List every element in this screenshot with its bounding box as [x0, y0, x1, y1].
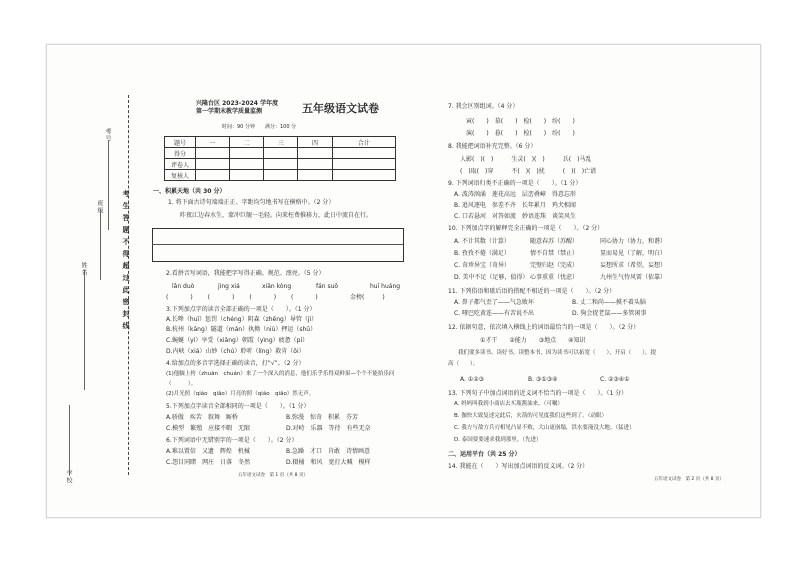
q8: 8. 我能把词语补充完整。（6 分） [448, 143, 537, 150]
q6-option-b[interactable]: B.急躁 才口 肯敢 诗情画意 [286, 448, 371, 455]
q4-item-1[interactable]: (1)他腼上挎（zhuān chuán）来了一个深入的消息，他们乐乎乐得双鲜果—个个不能拾乐问 [166, 371, 395, 377]
q6: 6.下列词语中无错别字的一项是（ ）。（2 分） [166, 437, 298, 444]
q10-b-3: 显而易见（了解，明白） [600, 250, 667, 257]
label-name: 姓名 [80, 262, 87, 276]
seal-notice: 考生答题不得超过此密封线 [122, 190, 130, 334]
score-table [164, 136, 396, 181]
writing-grid-midline [152, 244, 403, 245]
q4: 4.给加点的多音字选择正确的读音，打“√”。（2 分） [166, 360, 305, 367]
q7-row-2[interactable]: 演( ) 暮( ) 检( ) 纷( ) [466, 130, 575, 137]
row-label: 得分 [165, 148, 196, 159]
col-header: 三 [264, 137, 298, 148]
q3-option-d[interactable]: D.内峡（xiá）山妙（chú）聆听（líng）救肯（ōi） [166, 348, 305, 355]
class-line [100, 210, 101, 280]
q2-pinyin-1: lǎn duò [172, 283, 195, 290]
q1-poem: 昨夜江边春水生，蒙冲巨舰一毛轻。向来枉费推移力，此日中流自在行。 [180, 212, 373, 219]
school-line [69, 405, 70, 475]
q11-option-d[interactable]: D. 狗会捉老鼠——多管闲事 [572, 310, 647, 317]
q9-option-a[interactable]: A. 波涛汹涌 莲花高远 层峦叠嶂 得意忘形 [454, 191, 576, 198]
q10-c-2: 完璧归赵（完成） [530, 262, 579, 269]
header-district: 兴隆台区 2023-2024 学年度 [196, 100, 279, 107]
q9-option-c[interactable]: C. 口若悬河 对答如流 妙语连珠 谈笑风生 [454, 213, 577, 220]
q4-item-2[interactable]: (2)月光照（qiáo qiǎo）月亮的照（qiáo qiǎo）然无声。 [166, 391, 315, 397]
exam-number-line [108, 140, 109, 230]
page-title: 五年级语文试卷 [302, 102, 379, 115]
q2-pinyin-3: xiǎn kòng [262, 283, 292, 290]
q5: 5.下列加点字读音全部相同的一项是（ ）。（1 分） [166, 403, 310, 410]
q13-option-d[interactable]: D. 泰国要要速求我到那里。（先进） [454, 437, 542, 443]
q10-a-1[interactable]: A. 不计其数（计算） [454, 238, 510, 245]
q8-row-1[interactable]: 人影( )( ) 生灵( )( ) 兵( )马乱 [460, 156, 592, 163]
q10-b-2: 情不自禁（禁止） [530, 250, 579, 257]
label-exam-number: 考号 [104, 128, 111, 142]
page-footer-right: 五年语文试卷 第 2 页（共 8 页） [654, 477, 724, 482]
q14: 14. 我能在（ ）写出加点词语的反义词。（2 分） [448, 463, 589, 470]
q11-option-a[interactable]: A. 鼻子都气歪了——气急败坏 [454, 299, 534, 306]
q2-pinyin-4: fán suǒ [316, 283, 339, 290]
q2-tail[interactable]: 金榜( ) [350, 294, 385, 301]
q5-option-b[interactable]: B.弥漫 惊奇 积累 芬芳 [286, 414, 359, 421]
q9-option-b[interactable]: B. 追风逐电 参差不齐 长年累月 鸡犬相闻 [454, 202, 576, 209]
q6-option-a[interactable]: A.难以置信 又遗 辉煌 机械 [166, 448, 250, 455]
q13-option-a[interactable]: A. 妈妈叫我到小商店去买瓶酱油来。（可嘱） [454, 401, 563, 407]
q12: 12. 依据句意，依次填入横线上的词语最恰当的一项是（ ）。（2 分） [448, 324, 640, 331]
q13-option-c[interactable]: C. 我方与敌方兵刃相见凸显不败，大山更崩塌，洪水要淹没大地。（猛进） [454, 425, 635, 431]
col-header: 合计 [332, 137, 395, 148]
q2: 2.看拼音写词语，我能把字写得正确、规范、漂亮。（5 分） [166, 270, 325, 277]
q13-option-b[interactable]: B. 伽快大致复述完此后，火箭的可见度我们这些到了。（动眼） [454, 413, 608, 419]
q3: 3.下列加点字的读音全部正确的一项是（ ）。（1 分） [166, 306, 316, 313]
q8-row-2[interactable]: ( )取( )穿 不( )( )扰 ( )( )亡谱 [460, 168, 597, 175]
page-footer-left: 五年语文试卷 第 1 页（共 8 页） [238, 473, 308, 478]
q11-option-c[interactable]: C. 哑巴吃黄连——有苦说不出 [454, 310, 535, 317]
q10: 10. 下列加点字的解释完全正确的一项是（ ）。（2 分） [448, 225, 604, 232]
q5-option-a[interactable]: A.骄傲 疾苦 叙舞 厮桥 [166, 414, 238, 421]
q3-option-b[interactable]: B.杭州（kāng）隧道（mán）执拗（niù）押运（shū） [166, 326, 317, 333]
q12-words: ①才干 ②能力 ③地点 ④知识 [480, 337, 586, 344]
writing-grid[interactable] [152, 228, 404, 262]
q10-a-3: 同心协力（协力，和谐） [600, 238, 667, 245]
label-class: 班级 [96, 200, 103, 214]
scanned-exam-sheet [46, 44, 761, 518]
q12-passage-1: 我们要多读书、读好书，读整本书，因为读书可以拓宽（ ），开启（ ），提 [458, 350, 657, 356]
q2-pinyin-2: jìng xiá [218, 283, 240, 290]
q12-option-b[interactable]: B. ③①③④ [528, 376, 558, 383]
row-label: 复核人 [165, 170, 196, 181]
q12-option-a[interactable]: A. ①②③ [460, 376, 484, 383]
q10-a-2: 随意春苏（苏醒） [530, 238, 579, 245]
q10-c-1[interactable]: C. 奇珍异宝（奇异） [454, 262, 511, 269]
q3-option-a[interactable]: A.长嗥（huī）惩罚（chéng）阴森（zhēng）导管（jì） [166, 316, 318, 323]
q5-option-c[interactable]: C.模型 繁殖 应接不暇 无限 [166, 425, 251, 432]
row-label: 评卷人 [165, 159, 196, 170]
q12-passage-2: 高（ ）。 [448, 361, 479, 367]
section-1-heading: 一、积累天地（共 30 分） [153, 188, 226, 195]
name-line [84, 270, 85, 390]
time-score: 时间：90 分钟 满分：100 分 [222, 124, 297, 130]
q6-option-d[interactable]: D.辍桶 和风 宽打大喊 模样 [286, 459, 371, 466]
q11-option-b[interactable]: B. 丈二和尚——摸不着头脑 [572, 299, 646, 306]
row-label: 题号 [165, 137, 196, 148]
q4-item-1b[interactable]: （ ）。 [166, 381, 197, 387]
q10-d-3: 九州生气恃风雷（依靠） [600, 274, 667, 281]
q2-blanks[interactable]: ( ) ( ) ( ) ( ) [166, 294, 326, 301]
section-2-heading: 二、运用平台（共 25 分） [448, 451, 521, 458]
q1: 1. 将下面古诗句端端正正、字距均匀地书写在横格中。（2 分） [168, 199, 335, 206]
q10-c-3: 妄想所求（希望，妄想） [600, 262, 667, 269]
q12-option-c[interactable]: C. ②③④① [600, 376, 630, 383]
col-header: 二 [230, 137, 264, 148]
label-school: 学校 [65, 470, 72, 484]
col-header: 一 [196, 137, 230, 148]
q6-option-c[interactable]: C.怨目同睹 网庄 日落 冬然 [166, 459, 251, 466]
q9: 9. 下列词语归类不正确的一项是（ ）。（1 分） [448, 180, 582, 187]
header-term: 第一学期末教学质量监测 [196, 108, 263, 115]
q2-pinyin-5: huī huáng [370, 283, 401, 290]
q7: 7. 我会区别组词。（4 分） [448, 103, 519, 110]
q11: 11. 下列俗语和歇后语的搭配不相近的一项是（ ）。（2 分） [448, 288, 616, 295]
col-header: 四 [298, 137, 332, 148]
q3-option-c[interactable]: C.蜿蜒（yì）享受（xiǎng）朝霞（yìng）疲惫（pí） [166, 337, 309, 344]
q7-row-1[interactable]: 寅( ) 慕( ) 检( ) 纷( ) [466, 118, 575, 125]
q10-d-1[interactable]: D. 美中不足（足够，值得） [454, 274, 529, 281]
q5-option-d[interactable]: D.对峙 乐器 等待 有些无奈 [286, 425, 371, 432]
q13: 13. 下列句子中加点词语的近义词不恰当的一项是（ ）。（1 分） [448, 390, 628, 397]
q10-b-1[interactable]: B. 孜孜不倦（满足） [454, 250, 510, 257]
q10-d-2: 心事重重（忧虑） [530, 274, 579, 281]
